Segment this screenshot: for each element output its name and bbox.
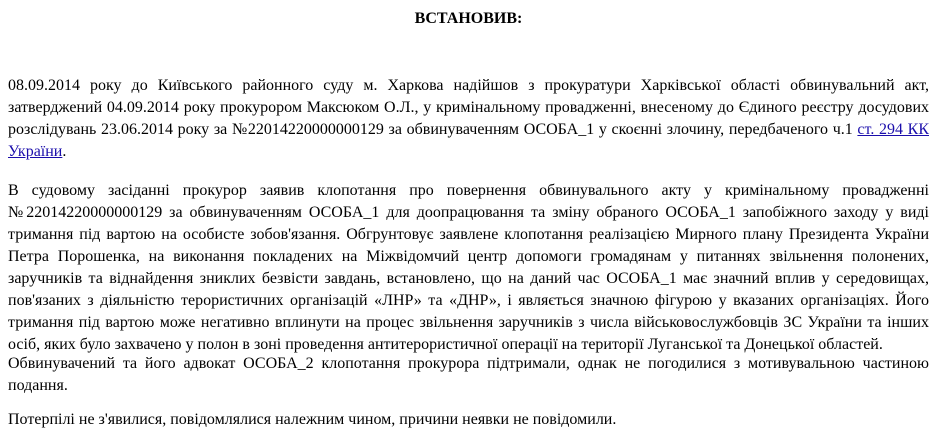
document-page: [8, 0, 929, 428]
paragraph-case-receipt: [8, 75, 929, 163]
paragraph-case-receipt-end: .: [62, 143, 67, 160]
paragraph-defendant-position: Обвинувачений та його адвокат ОСОБА_2 клопотання прокурора підтримали, однак не погодилися з мотивувальною частиною подання.: [8, 355, 929, 394]
paragraph-prosecutor-motion: В судовому засіданні прокурор заявив клопотання про повернення обвинувального акту у кримінальному провадженні №22014220000000129 за обвинуваченням ОСОБА_1 для доопрацювання та зміну обраного ОСОБА_1 запобіжного заходу у виді тримання під вартою на особисте зобов'язання. Обгрунтовує заявлене клопотання реалізацією Мирного плану Президента України Петра Порошенка, на виконання покладених на Міжвідомчий центр допомоги громадянам у питаннях звільнення полонених, заручників та віднайдення зниклих безвісти завдань, встановлено, що на даний час ОСОБА_1 має значний вплив у середовищах, пов'язаних з діяльністю терористичних організацій «ЛНР» та «ДНР», і являється значною фігурою у вказаних організаціях. Його тримання під вартою може негативно вплинути на процес звільнення заручників з числа військовослужбовців ЗС України та інших осіб, яких було захвачено у полон в зоні проведення антитерористичної операції на території Луганської та Донецької областей.: [8, 182, 929, 353]
document-heading: ВСТАНОВИВ:: [414, 10, 523, 27]
criminal-code-article-link[interactable]: ст. 294 КК України: [8, 121, 929, 160]
paragraph-victims-absence: Потерпілі не з'явилися, повідомлялися належним чином, причини неявки не повідомили.: [8, 411, 617, 428]
paragraph-case-receipt-text: 08.09.2014 року до Київського районного суду м. Харкова надійшов з прокуратури Харківської області обвинувальний акт, затверджений 04.09.2014 року прокурором Максюком О.Л., у кримінальному провадженні, внесеному до Єдиного реєстру досудових розслідувань 23.06.2014 року за №22014220000000129 за обвинуваченням ОСОБА_1 у скоєнні злочину, передбаченого ч.1: [8, 77, 929, 138]
